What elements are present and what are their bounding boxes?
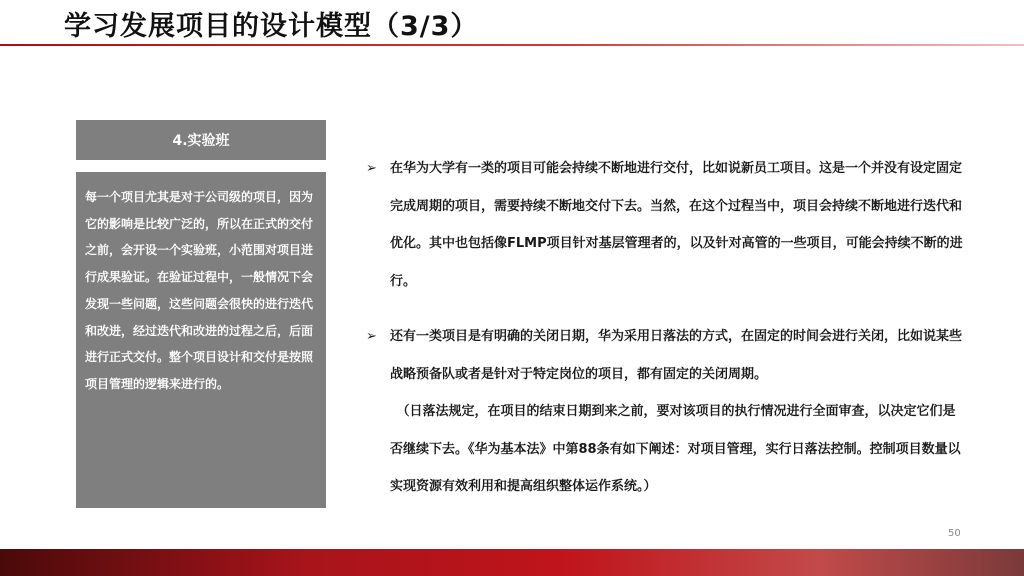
card-heading bbox=[76, 120, 326, 160]
bullet-item-1-text: 在华为大学有一类的项目可能会持续不断地进行交付，比如说新员工项目。这是一个并没有设定固定完成周期的项目，需要持续不断地交付下去。当然，在这个过程当中，项目会持续不断地进行迭代和优化。其中也包括像FLMP项目针对基层管理者的，以及针对高管的一些项目，可能会持续不断的进行。 bbox=[390, 161, 963, 289]
footer-bar bbox=[0, 549, 1024, 576]
card-body bbox=[76, 172, 326, 508]
bullet-item-2-text: 还有一类项目是有明确的关闭日期，华为采用日落法的方式，在固定的时间会进行关闭，比如说某些战略预备队或者是针对于特定岗位的项目，都有固定的关闭周期。 bbox=[390, 329, 963, 382]
bullet-item-2-note: （日落法规定，在项目的结束日期到来之前，要对该项目的执行情况进行全面审查，以决定它们是否继续下去。《华为基本法》中第88条有如下阐述：对项目管理，实行日落法控制。控制项目数量以实现资源有效利用和提高组织整体运作系统。） bbox=[390, 404, 961, 494]
title-underline bbox=[0, 44, 1024, 46]
bullet-list bbox=[364, 150, 964, 506]
bullet-item-2 bbox=[364, 318, 964, 506]
card-heading-text: 4.实验班 bbox=[172, 133, 230, 149]
arrow-bullet-icon: ➢ bbox=[366, 329, 377, 344]
page-number: 50 bbox=[948, 528, 961, 539]
card-body-text: 每一个项目尤其是对于公司级的项目，因为它的影响是比较广泛的，所以在正式的交付之前，会开设一个实验班，小范围对项目进行成果验证。在验证过程中，一般情况下会发现一些问题，这些问题会很快的进行迭代和改进，经过迭代和改进的过程之后，后面进行正式交付。整个项目设计和交付是按照项目管理的逻辑来进行的。 bbox=[85, 190, 314, 391]
arrow-bullet-icon: ➢ bbox=[366, 161, 377, 176]
slide-title: 学习发展项目的设计模型（3/3） bbox=[64, 11, 479, 42]
bullet-item-1 bbox=[364, 150, 964, 300]
